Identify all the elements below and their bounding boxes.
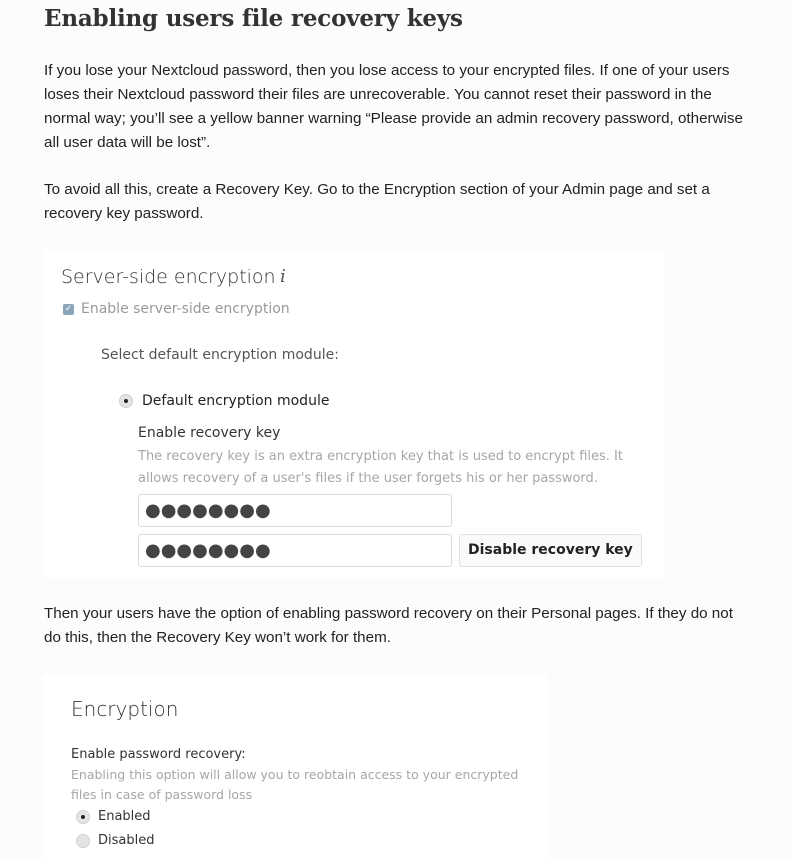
admin-encryption-panel [43, 250, 664, 578]
section-title: Server-side encryption [61, 266, 276, 288]
recovery-disabled-radio[interactable] [76, 834, 90, 848]
recovery-password-input[interactable]: ●●●●●●●● [138, 494, 452, 527]
section-title: Encryption [71, 697, 179, 721]
recovery-key-label: Enable recovery key [138, 425, 281, 441]
recovery-key-hint: The recovery key is an extra encryption key that is used to encrypt files. It allows recovery of a user's files if the user forgets his or her password. [138, 449, 623, 486]
info-icon[interactable]: i [280, 266, 286, 287]
page-title: Enabling users file recovery keys [44, 5, 463, 32]
module-radio[interactable] [119, 394, 133, 408]
module-option-label: Default encryption module [142, 393, 330, 409]
recovery-enabled-label: Enabled [98, 809, 151, 824]
password-recovery-hint: Enabling this option will allow you to reobtain access to your encrypted files in case of password loss [71, 767, 519, 802]
disable-recovery-key-button[interactable]: Disable recovery key [459, 534, 642, 567]
intro-paragraph: If you lose your Nextcloud password, then you lose access to your encrypted files. If one of your users loses their Nextcloud password their files are unrecoverable. You cannot reset their password in the normal way; you’ll see a yellow banner warning “Please provide an admin recovery password, otherwise all user data will be lost”. [44, 62, 743, 151]
personal-page-paragraph: Then your users have the option of enabling password recovery on their Personal pages. If they do not do this, then the Recovery Key won’t work for them. [44, 605, 733, 646]
recovery-password-confirm-input[interactable]: ●●●●●●●● [138, 534, 452, 567]
password-recovery-label: Enable password recovery: [71, 747, 246, 762]
enable-encryption-label: Enable server-side encryption [81, 301, 290, 317]
recovery-disabled-label: Disabled [98, 833, 155, 848]
enable-encryption-checkbox[interactable]: ✓ [64, 304, 73, 314]
recovery-key-paragraph: To avoid all this, create a Recovery Key. Go to the Encryption section of your Admin page and set a recovery key password. [44, 181, 710, 222]
recovery-enabled-radio[interactable] [76, 810, 90, 824]
personal-encryption-panel [43, 675, 548, 858]
select-module-label: Select default encryption module: [101, 347, 339, 363]
